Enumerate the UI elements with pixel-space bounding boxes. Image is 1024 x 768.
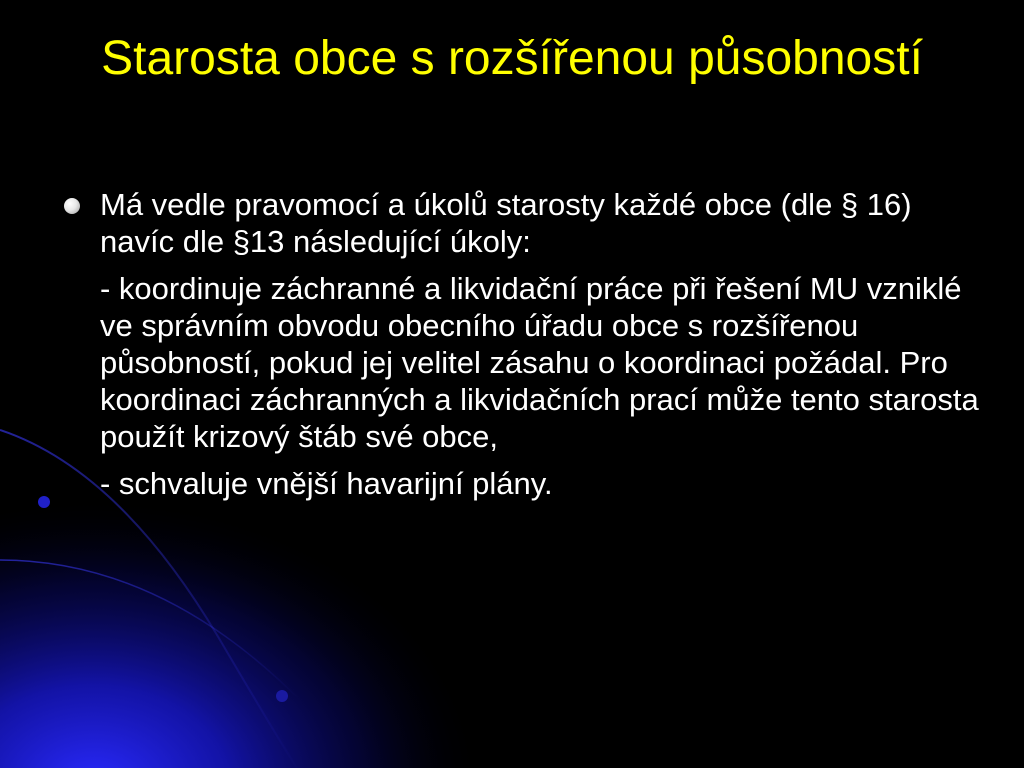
- slide-content: [64, 186, 984, 502]
- bullet-icon: [64, 198, 80, 214]
- sub-paragraph: - koordinuje záchranné a likvidační práce při řešení MU vzniklé ve správním obvodu obecního úřadu obce s rozšířenou působností, pokud jej velitel zásahu o koordinaci požádal. Pro koordinaci záchranných a likvidačních prací může tento starosta použít krizový štáb své obce,: [100, 271, 979, 454]
- sub-paragraph: - schvaluje vnější havarijní plány.: [100, 466, 553, 501]
- bullet-text: Má vedle pravomocí a úkolů starosty každé obce (dle § 16) navíc dle §13 následující úkoly:: [100, 187, 912, 259]
- glow-dot: [276, 690, 288, 702]
- glow-dot: [38, 496, 50, 508]
- slide-title: Starosta obce s rozšířenou působností: [101, 32, 923, 85]
- bullet-item: [64, 186, 984, 260]
